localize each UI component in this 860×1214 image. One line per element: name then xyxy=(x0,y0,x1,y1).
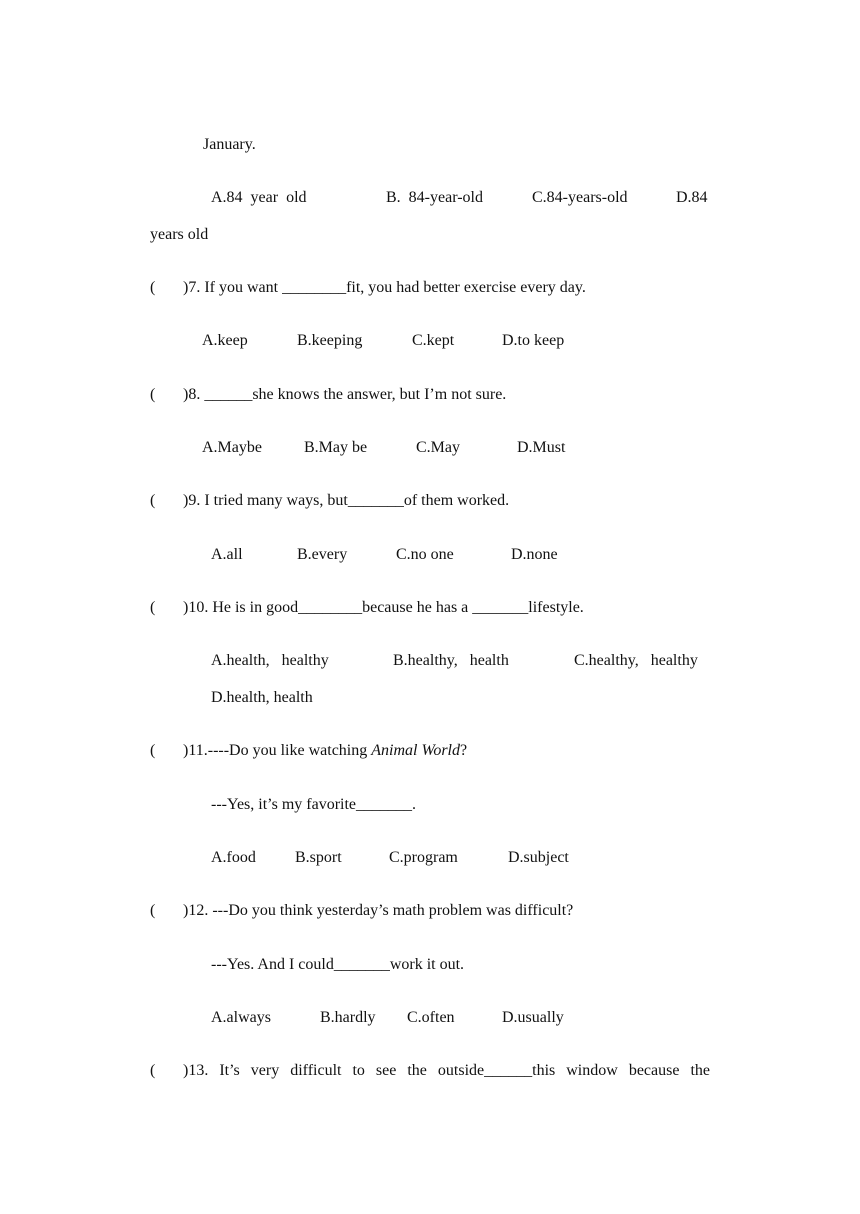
q6-option-c: C.84-years-old xyxy=(532,189,628,206)
q7-paren: ( xyxy=(150,279,156,296)
continuation-line: January. xyxy=(203,136,256,153)
q12-paren: ( xyxy=(150,902,156,919)
q6-option-d-continued: years old xyxy=(150,226,209,243)
q7-option-c: C.kept xyxy=(412,332,455,349)
q13-word: the xyxy=(407,1062,427,1079)
q13-word: )13. xyxy=(183,1062,209,1079)
q9-option-b: B.every xyxy=(297,546,348,563)
q11-option-d: D.subject xyxy=(508,849,569,866)
q8-option-a: A.Maybe xyxy=(202,439,262,456)
q9-paren: ( xyxy=(150,492,156,509)
q10-paren: ( xyxy=(150,599,156,616)
q8-stem: )8. ______she knows the answer, but I’m not sure. xyxy=(183,386,507,403)
q9-option-c: C.no one xyxy=(396,546,454,563)
q6-option-d: D.84 xyxy=(676,189,708,206)
q6-option-b: B. 84-year-old xyxy=(386,189,483,206)
q8-option-d: D.Must xyxy=(517,439,566,456)
q9-option-d: D.none xyxy=(511,546,558,563)
q7-option-b: B.keeping xyxy=(297,332,363,349)
q10-option-c: C.healthy, healthy xyxy=(574,652,698,669)
q13-word: to xyxy=(352,1062,365,1079)
q12-option-a: A.always xyxy=(211,1009,271,1026)
q11-stem: )11.----Do you like watching Animal World? xyxy=(183,742,468,759)
q12-option-d: D.usually xyxy=(502,1009,564,1026)
q13-word: window xyxy=(566,1062,618,1079)
q13-word: It’s xyxy=(219,1062,240,1079)
q6-option-a: A.84 year old xyxy=(211,189,307,206)
q9-option-a: A.all xyxy=(211,546,243,563)
q9-stem: )9. I tried many ways, but_______of them worked. xyxy=(183,492,510,509)
q13-word: outside______this xyxy=(437,1062,556,1079)
q13-word: see xyxy=(375,1062,397,1079)
q12-reply: ---Yes. And I could_______work it out. xyxy=(211,956,465,973)
q10-option-d: D.health, health xyxy=(211,689,313,706)
q13-word: because xyxy=(628,1062,680,1079)
q11-paren: ( xyxy=(150,742,156,759)
q13-stem xyxy=(183,1061,710,1081)
q12-stem: )12. ---Do you think yesterday’s math problem was difficult? xyxy=(183,902,574,919)
q8-option-c: C.May xyxy=(416,439,460,456)
q7-stem: )7. If you want ________fit, you had better exercise every day. xyxy=(183,279,586,296)
q13-paren: ( xyxy=(150,1062,156,1079)
q12-option-c: C.often xyxy=(407,1009,455,1026)
q11-option-a: A.food xyxy=(211,849,256,866)
q13-word: very xyxy=(250,1062,280,1079)
q11-option-b: B.sport xyxy=(295,849,342,866)
q13-word: the xyxy=(690,1062,710,1079)
q10-option-a: A.health, healthy xyxy=(211,652,329,669)
q8-paren: ( xyxy=(150,386,156,403)
q11-program-title: Animal World xyxy=(371,742,460,759)
q13-word: difficult xyxy=(290,1062,342,1079)
q8-option-b: B.May be xyxy=(304,439,368,456)
q10-option-b: B.healthy, health xyxy=(393,652,509,669)
q7-option-d: D.to keep xyxy=(502,332,565,349)
q7-option-a: A.keep xyxy=(202,332,248,349)
q11-option-c: C.program xyxy=(389,849,458,866)
q10-stem: )10. He is in good________because he has a _______lifestyle. xyxy=(183,599,584,616)
q12-option-b: B.hardly xyxy=(320,1009,376,1026)
q11-reply: ---Yes, it’s my favorite_______. xyxy=(211,796,417,813)
